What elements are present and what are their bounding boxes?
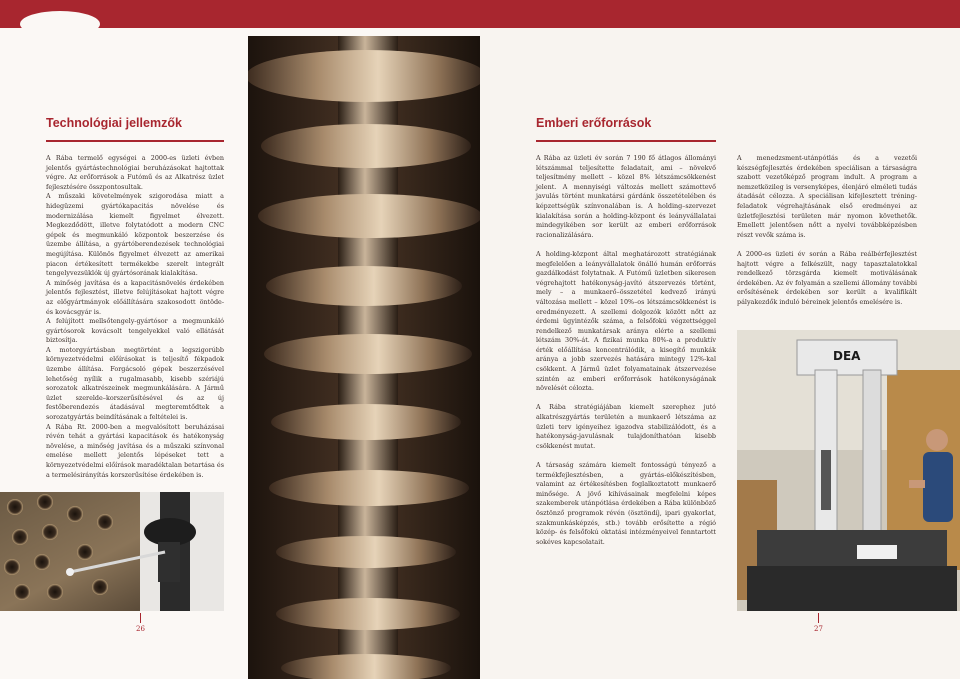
human-resources-heading-rule xyxy=(536,140,716,142)
paragraph: A holding-központ által meghatározott stratégiának megfelelően a leányvállalatok önálló humán erőforrás gazdálkodást folytatnak. A Futómű üzletben sikeresen végrehajtott hatékonyság-javító átszervezés történt, mely – a munkaerő–összetétel kedvező irányú változása mellett – közel 10%–os létszámcsökkenést is eredményezett. A szellemi dolgozók között nőtt az érdemi ügyintézők száma, a felsőfokú végzettséggel rendelkező munkatársak aránya elérte a szellemi létszám 30%-át. A fizikai munka 80%-a a produktív érték előállítása koncentrálódik, a kisegítő munkák aránya a jobb szervezés hatására mintegy 12%-kal csökkent. A Jármű üzlet folyamatainak átszervezése szintén az emberi erőforrások hatékonyságának növelését célozta. xyxy=(536,249,716,393)
crankshaft-photo xyxy=(248,36,480,679)
paragraph: A minőség javítása és a kapacitásnövelés érdekében jelentős fejlesztést, illetve felújításokat hajtott végre az előgyártmányok előállítására szakosodott öntöde- és kovácsgyár is. xyxy=(46,278,224,316)
paragraph: A motorgyártásban megtörtént a legszigorúbb környezetvédelmi előírásokat is teljesítő fékpadok üzembe állítása. Forgácsoló gépek beszerzésével lehetőség nyílik a rugalmasabb, kisebb szériájú sorozatok alkatrészeinek megmunkálására. A Jármű üzlet szerelde–korszerűsítésével és az új festőberendezés átadásával megteremtődtek a sorozatgyártás beindításának a feltételei is. xyxy=(46,345,224,422)
measuring-probe-photo xyxy=(0,492,224,611)
paragraph: A műszaki követelmények szigorodása miatt a hidegüzemi gyártókapacitás növelése és modernizálása kiemelt figyelmet élvezett. Megkezdődött, illetve folytatódott a modern CNC gépek és megmunkáló központok beszerzése és üzembe állítása, a gyártóberendezések technológiai megújítása. Különös figyelmet élvezett az amerikai piacon értékesített termékekbe szerelt integrált tengelyvezsüklók új gyártósorának kialakítása. xyxy=(46,192,224,278)
header-oval-ornament xyxy=(20,11,100,37)
paragraph: A felújított mellsőtengely-gyártósor a megmunkáló gyártósorok kovácsolt tengelyekkel való ellátását biztosítja. xyxy=(46,317,224,345)
technology-heading-rule xyxy=(46,140,224,142)
measuring-machine-photo xyxy=(737,330,960,611)
technology-heading: Technológiai jellemzők xyxy=(46,116,182,130)
paragraph: A Rába Rt. 2000-ben a megvalósított beruházásai révén tehát a gyártási kapacitások és hatékonyság növelése, a minőség javítása és a műszaki színvonal emelése mellett jelentős lépéseket tett a környezetvédelmi előírások maradéktalan betartása és a termelésirányítás korszerűsítése érdekében is. xyxy=(46,422,224,479)
paragraph: A 2000-es üzleti év során a Rába reálbérfejlesztést hajtott végre a felkészült, nagy tapasztalatokkal rendelkező törzsgárda kiemelt motiválásának érdekében. Az év folyamán a szellemi állomány további erősítésének érdekében sor került a kvalifikált pályakezdők induló béreinek jelentős emelésére is. xyxy=(737,249,917,306)
top-red-band xyxy=(0,0,960,28)
page-number-left: 26 xyxy=(136,625,145,633)
paragraph: A társaság számára kiemelt fontosságú tényező a termékfejlesztésben, a gyártás-előkészítésben, valamint az értékesítésben foglalkoztatott munkaerő minősége. A jövő kihívásainak megfelelni képes szakemberek utánpótlása érdekében a Rába különböző ösztönző programok révén (ösztöndíj, ipari gyakorlat, szakmunkásképzés, stb.) tovább erősítette a régió közép- és felsőfokú oktatási intézményeivel fenntartott sokéves kapcsolatait. xyxy=(536,461,716,546)
page-number-right: 27 xyxy=(814,625,823,633)
paragraph: A Rába az üzleti év során 7 190 fő átlagos állományi létszámmal teljesítette feladatait, ami – növekvő teljesítmény mellett – közel 8% létszámcsökkenést jelent. A mennyiségi változás mellett számottevő javulás történt munkatársi gárdánk összetételében és képzettségük színvonalában is. A holding–szervezet kialakítása során a holding-központ és leányvállalatai mindegyikében sor került az emberi erőforrások racionalizálására. xyxy=(536,154,716,239)
paragraph: A menedzsment-utánpótlás és a vezetői készségfejlesztés érdekében speciálisan a társaságra szabott vezetőképző program indult. A program a nemzetközileg is versenyképes, élenjáró elméleti tudás átadását célozza. A speciálisan kifejlesztett tréning-feladatok végrehajtásának első eredményei az üzletfejlesztési területen már nyomon követhetők. Emellett jelentősen nőtt a nyelvi továbbképzésben részt vevők száma is. xyxy=(737,154,917,239)
page-number-tick xyxy=(140,613,141,623)
human-resources-heading: Emberi erőforrások xyxy=(536,116,652,130)
human-resources-text-column-2 xyxy=(737,154,917,308)
page-number-tick xyxy=(818,613,819,623)
dea-logo: DEA xyxy=(833,349,861,363)
human-resources-text-column-1 xyxy=(536,154,716,547)
paragraph: A Rába stratégiájában kiemelt szerephez jutó alkatrészgyártás területén a munkaerő létszáma az üzleti terv igényeihez igazodva stabilizálódott, és a hatékonyság-javulásnak tulajdoníthatóan kisebb csökkenést mutat. xyxy=(536,403,716,450)
technology-text-column xyxy=(46,154,224,480)
paragraph: A Rába termelő egységei a 2000-es üzleti évben jelentős gyártástechnológiai beruházásokat hajtottak végre. Az erőforrások a Futómű és az Alkatrész üzlet fejlesztésére összpontosultak. xyxy=(46,154,224,191)
